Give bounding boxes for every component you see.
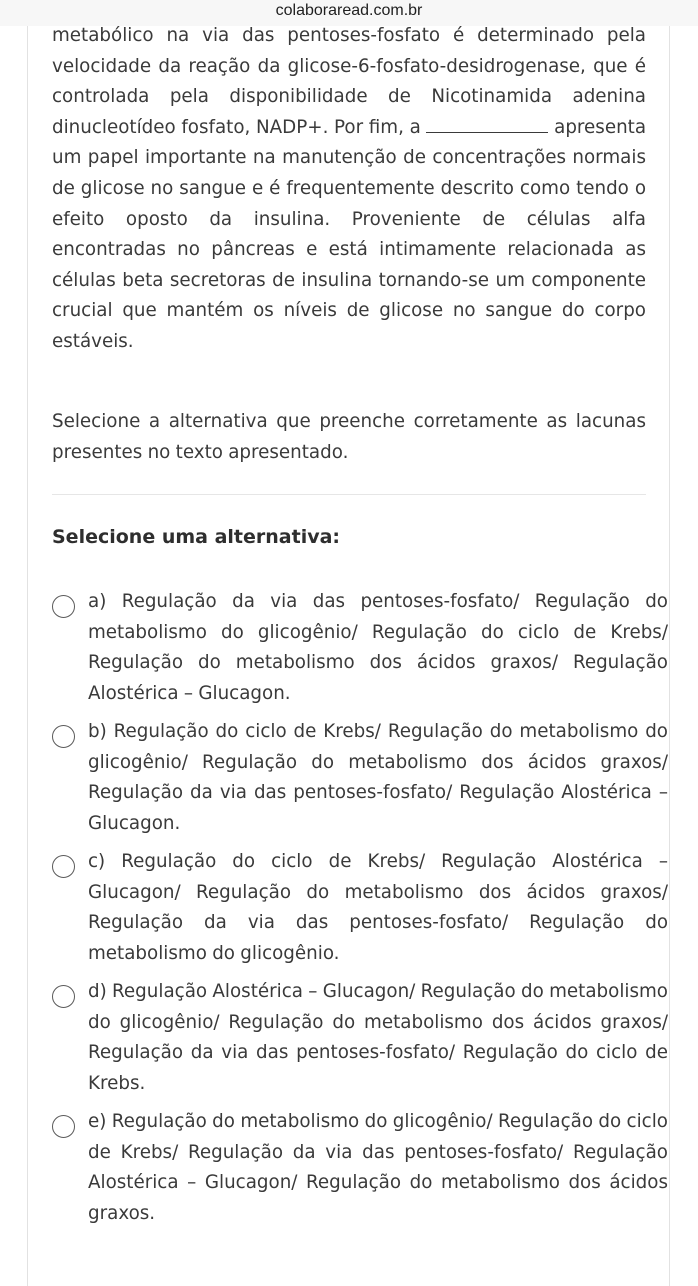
- option-c[interactable]: [52, 847, 668, 967]
- passage-text-before-blank: metabólico na via das pentoses-fosfato é determinado pela velocidade da reação da glicose-6-fosfato-desidrogenase, que é controlada pela disponibilidade de Nicotinamida adenina dinucleotídeo fosfato, NADP+. Por fim, a: [52, 25, 646, 138]
- passage-paragraph: [52, 21, 646, 358]
- radio-button-e[interactable]: [52, 1115, 75, 1138]
- fill-in-blank: [426, 120, 548, 133]
- option-d[interactable]: [52, 977, 668, 1097]
- option-e[interactable]: [52, 1107, 668, 1227]
- radio-button-c[interactable]: [52, 855, 75, 878]
- divider: [52, 494, 646, 495]
- option-e-text[interactable]: e) Regulação do metabolismo do glicogênio/ Regulação do ciclo de Krebs/ Regulação da via das pentoses-fosfato/ Regulação Alostérica – Glucagon/ Regulação do metabolismo dos ácidos graxos.: [88, 1111, 668, 1224]
- option-b[interactable]: [52, 717, 668, 837]
- question-label: Selecione uma alternativa:: [52, 526, 341, 548]
- option-a-text[interactable]: a) Regulação da via das pentoses-fosfato/ Regulação do metabolismo do glicogênio/ Regulação do ciclo de Krebs/ Regulação do metabolismo dos ácidos graxos/ Regulação Alostérica – Glucagon.: [88, 591, 668, 704]
- radio-button-a[interactable]: [52, 595, 75, 618]
- radio-button-b[interactable]: [52, 725, 75, 748]
- instruction-paragraph: Selecione a alternativa que preenche corretamente as lacunas presentes no texto apresentado.: [52, 411, 646, 463]
- option-c-text[interactable]: c) Regulação do ciclo de Krebs/ Regulação Alostérica – Glucagon/ Regulação do metabolismo dos ácidos graxos/ Regulação da via das pentoses-fosfato/ Regulação do metabolismo do glicogênio.: [88, 851, 668, 964]
- option-a[interactable]: [52, 587, 668, 707]
- address-bar-url[interactable]: colaboraread.com.br: [0, 0, 698, 26]
- option-b-text[interactable]: b) Regulação do ciclo de Krebs/ Regulação do metabolismo do glicogênio/ Regulação do metabolismo dos ácidos graxos/ Regulação da via das pentoses-fosfato/ Regulação Alostérica – Glucagon.: [88, 721, 668, 834]
- passage-text-after-blank: apresenta um papel importante na manutenção de concentrações normais de glicose no sangue e é frequentemente descrito como tendo o efeito oposto da insulina. Proveniente de células alfa encontradas no pâncreas e está intimamente relacionada as células beta secretoras de insulina tornando-se um componente crucial que mantém os níveis de glicose no sangue do corpo estáveis.: [52, 116, 647, 352]
- option-d-text[interactable]: d) Regulação Alostérica – Glucagon/ Regulação do metabolismo do glicogênio/ Regulação do metabolismo dos ácidos graxos/ Regulação da via das pentoses-fosfato/ Regulação do ciclo de Krebs.: [88, 981, 668, 1094]
- radio-button-d[interactable]: [52, 985, 75, 1008]
- question-card: [27, 26, 670, 1286]
